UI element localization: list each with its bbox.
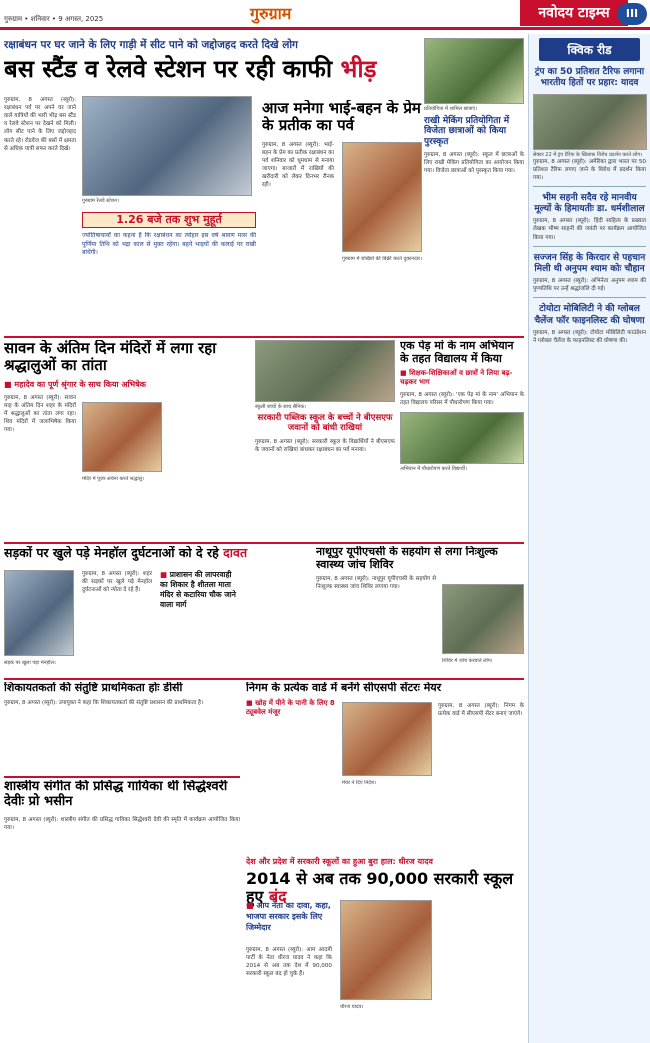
story-headline: सरकारी पब्लिक स्कूल के बच्चों ने बीएसएफ जवानों को बांधी राखियां (257, 413, 393, 433)
story-mayor (246, 682, 524, 852)
photo-caption: स्कूली बच्चों के साथ सैनिक। (255, 404, 306, 410)
divider (4, 678, 524, 680)
story-kicker: रक्षाबंधन पर घर जाने के लिए गाड़ी में सीट पाने को जद्दोजहद करते दिखे लोग (4, 39, 298, 51)
photo-mayor (342, 702, 432, 776)
photo-caption: मेयर ने दिए निर्देश। (342, 780, 377, 786)
photo-caption: धीरज यादव। (340, 1004, 364, 1010)
divider (4, 336, 524, 338)
story-headline: बस स्टैंड व रेलवे स्टेशन पर रही काफी भीड़ (4, 55, 377, 83)
sidebar-headline: भीम सहनी सदैव रहे मानवीय मूल्यों के हिमायतीः डा. धर्मशीलाल (534, 192, 645, 215)
sidebar-divider (533, 246, 646, 247)
story-subheadline: ■ प्राशासन की लापरवाही का शिकार है शीतला माता मंदिर से कटारिया चौक जाने वाला मार्ग (160, 570, 240, 610)
photo-caption: सेक्टर 22 में ट्रंप टैरिफ के खिलाफ़ विरोध प्रदर्शन करते लोग। (533, 151, 643, 158)
dateline: गुरुग्राम • शनिवार • 9 अगस्त, 2025 (4, 15, 104, 23)
story-body: गुरुग्राम, 8 अगस्त (ब्यूरो): शास्त्रीय संगीत की प्रसिद्ध गायिका सिद्धेश्वरी देवी की स्मृति में कार्यक्रम आयोजित किया गया। (4, 816, 240, 831)
sidebar-body: गुरुग्राम, 8 अगस्त (ब्यूरो): अमेरिका द्वारा भारत पर 50 प्रतिशत टैरिफ लगाए जाने के विरोध में प्रदर्शन किया गया। (533, 158, 646, 181)
quick-read-tag: क्विक रीड (539, 38, 640, 61)
sidebar-body: गुरुग्राम, 8 अगस्त (ब्यूरो): टोयोटा मोबिलिटी फाउंडेशन ने ग्लोबल चैलेंज के फाइनलिस्ट की घोषणा की। (533, 329, 646, 344)
story-rakhi (262, 100, 422, 332)
photo-plantation (400, 412, 524, 464)
story-subheadline: ■ आप नेता का दावा, कहा, भाजपा सरकार इसके लिए जिम्मेदार (246, 900, 332, 933)
section-title: गुरुग्राम (250, 4, 292, 23)
sidebar-headline: टोयोटा मोबिलिटी ने की ग्लोबल चैलेंज फॉर फाइनलिस्ट की घोषणा (534, 304, 645, 326)
banner-photo-block (82, 96, 252, 206)
sidebar-body: गुरुग्राम, 8 अगस्त (ब्यूरो): हिंदी साहित्य के प्रख्यात लेखक भीष्म साहनी की जयंती पर कार्यक्रम आयोजित किया गया। (533, 218, 646, 241)
story-headline: एक पेड़ मां के नाम अभियान के तहत विद्यालय में किया (400, 340, 514, 365)
photo-manhole (4, 570, 74, 656)
story-dc (4, 682, 240, 772)
photo-caption: शिविर में जांच करवाते लोग। (442, 658, 493, 664)
story-music (4, 780, 240, 1036)
story-body: गुरुग्राम, 8 अगस्त (ब्यूरो): स्कूल में छात्राओं के लिए राखी मेकिंग प्रतियोगिता का आयोजन किया गया। विजेता छात्राओं को पुरस्कृत किया गया। (424, 152, 524, 175)
photo-caption: अभियान में पौधारोपण करते विद्यार्थी। (400, 465, 467, 472)
story-body: गुरुग्राम, 8 अगस्त (ब्यूरो): रक्षाबंधन पर्व पर अपने घर जाने वाले यात्रियों की भारी भीड़ बस स्टैंड व रेलवे स्टेशन पर देखने को मिली। लोग सीट पाने के लिए जद्दोजहद करते रहे। रोडवेज की बसों में क्षमता से अधिक यात्री सफर करते दिखे। (4, 97, 76, 152)
story-headline: नाथूपुर यूपीएचसी के सहयोग से लगा निःशुल्क स्वास्थ्य जांच शिविर (316, 546, 498, 571)
story-body: गुरुग्राम, 8 अगस्त (ब्यूरो): 'एक पेड़ मां के नाम' अभियान के तहत विद्यालय परिसर में पौधारोपण किया गया। (400, 392, 524, 407)
story-body: गुरुग्राम, 8 अगस्त (ब्यूरो): उपायुक्त ने कहा कि शिकायतकर्ता की संतुष्टि प्रशासन की प्राथमिकता है। (4, 699, 204, 706)
sidebar-divider (533, 186, 646, 187)
photo-caption: प्रतियोगिता में शामिल छात्राएं। (424, 106, 478, 112)
photo-caption: गुरुग्राम में राखियों की बिक्री करते दुकानदार। (342, 256, 422, 262)
story-subheadline: ■ शिक्षक-शिक्षिकाओं व छात्रों ने लिया बढ़-चढ़कर भाग (400, 369, 524, 387)
muhurat-text: ज्योतिषाचार्यों का कहना है कि रक्षाबंधन का त्योहार इस वर्ष श्रावण मास की पूर्णिमा तिथि को भद्रा काल से मुक्त रहेगा। बहनें भाइयों की कलाई पर राखी बांधेंगी। (82, 232, 256, 257)
sidebar-divider (533, 297, 646, 298)
photo-caption: गुरुग्राम रेलवे स्टेशन। (82, 198, 119, 204)
story-subheadline: ■ महादेव का पूर्ण श्रृंगार के साथ किया अभिषेक (4, 379, 249, 390)
story-kicker: देश और प्रदेश में सरकारी स्कूलों का हुआ बुरा हाल: धीरज यादव (246, 857, 433, 866)
story-body: गुरुग्राम, 8 अगस्त (ब्यूरो): निगम के प्रत्येक वार्ड में सीएसपी सेंटर बनाए जाएंगे। (438, 703, 524, 718)
photo-rakhi-stall (342, 142, 422, 252)
photo-health-camp (442, 584, 524, 654)
masthead (0, 0, 650, 30)
muhurat-title: 1.26 बजे तक शुभ मुहूर्त (116, 213, 222, 226)
story-schools-closed (246, 856, 524, 1036)
story-body: गुरुग्राम, 8 अगस्त (ब्यूरो): सावन माह के अंतिम दिन शहर के मंदिरों में श्रद्धालुओं का तांता लगा रहा। शिव मंदिरों में जलाभिषेक किया गया। (4, 394, 76, 433)
photo-bsf (255, 340, 395, 402)
story-headline: निगम के प्रत्येक वार्ड में बनेंगे सीएसपी सेंटरः मेयर (246, 682, 442, 694)
story-body: गुरुग्राम, 8 अगस्त (ब्यूरो): शहर की सड़कों पर खुले पड़े मेनहॉल दुर्घटनाओं को न्योता दे रहे हैं। (82, 571, 152, 594)
divider (4, 776, 240, 778)
story-health-camp (316, 546, 524, 676)
story-subheadline: ■ खोह में पीने के पानी के लिए 8 ट्यूबवेल मंजूर (246, 699, 336, 717)
story-headline: सड़कों पर खुले पड़े मेनहॉल दुर्घटनाओं को दे रहे दावत (4, 546, 248, 560)
story-body: गुरुग्राम, 8 अगस्त (ब्यूरो): सरकारी स्कूल के विद्यार्थियों ने बीएसएफ के जवानों को राखियां बांधकर रक्षाबंधन का पर्व मनाया। (255, 438, 395, 453)
story-headline: 2014 से अब तक 90,000 सरकारी स्कूल हुए बंद (246, 869, 514, 907)
story-temples (4, 340, 249, 540)
page-number: III (617, 3, 647, 25)
story-tree-plantation (400, 340, 524, 540)
story-headline: आज मनेगा भाई-बहन के प्रेम के प्रतीक का पर्व (262, 100, 421, 135)
story-bsf-rakhi (255, 340, 395, 540)
photo-students (424, 38, 524, 104)
sidebar-body: गुरुग्राम, 8 अगस्त (ब्यूरो): अभिनेता अनुपम श्याम की पुण्यतिथि पर उन्हें श्रद्धांजलि दी गई। (533, 278, 646, 293)
photo-caption: मंदिर में पूजा-अर्चना करते श्रद्धालु। (82, 476, 144, 482)
sidebar-headline: ट्रंप का 50 प्रतिशत टैरिफ लगाना भारतीय हितों पर प्रहार: यादव (534, 67, 645, 89)
sidebar-headline: सज्जन सिंह के किरदार से पहचान मिली थी अनुपम श्याम कोः चौहान (533, 252, 646, 274)
headline-highlight: भीड़ (340, 55, 377, 83)
quick-read-sidebar (528, 34, 650, 1043)
photo-caption: सड़क पर खुला पड़ा मेनहॉल। (4, 660, 56, 666)
story-headline: राखी मेकिंग प्रतियोगिता में विजेता छात्राओं को किया पुरस्कृत (424, 116, 510, 147)
story-headline: शास्त्रीय संगीत की प्रसिद्ध गायिका थीं सिद्धेश्वरी देवीः प्रो भसीन (4, 780, 228, 809)
headline-highlight: दावत (223, 546, 248, 560)
story-body: गुरुग्राम, 8 अगस्त (ब्यूरो): नाथूपुर यूपीएचसी के सहयोग से निःशुल्क स्वास्थ्य जांच शिविर लगाया गया। (316, 576, 436, 591)
newspaper-brand: नवोदय टाइम्स (520, 0, 628, 26)
divider (4, 542, 524, 544)
photo-aap-leader (340, 900, 432, 1000)
photo-railway-station (82, 96, 252, 196)
story-body: गुरुग्राम, 8 अगस्त (ब्यूरो): भाई-बहन के प्रेम का प्रतीक रक्षाबंधन का पर्व शनिवार को धूमधाम से मनाया जाएगा। बाजारों में राखियों की खरीदारी को लेकर दिनभर रौनक रही। (262, 141, 334, 189)
photo-temple (82, 402, 162, 472)
story-headline: शिकायतकर्ता की संतुष्टि प्राथमिकता होः डीसी (4, 682, 183, 694)
story-headline: सावन के अंतिम दिन मंदिरों में लगा रहा श्रद्धालुओं का तांता (4, 340, 217, 375)
story-rakhi-competition (424, 38, 524, 332)
story-manholes (4, 546, 310, 676)
photo-protest (533, 94, 647, 150)
headline-highlight: बंद (268, 887, 287, 907)
muhurat-box (82, 212, 256, 228)
story-body: गुरुग्राम, 8 अगस्त (ब्यूरो): आम आदमी पार्टी के नेता धीरज यादव ने कहा कि 2014 से अब तक देश में 90,000 सरकारी स्कूल बंद हो चुके हैं। (246, 947, 332, 978)
